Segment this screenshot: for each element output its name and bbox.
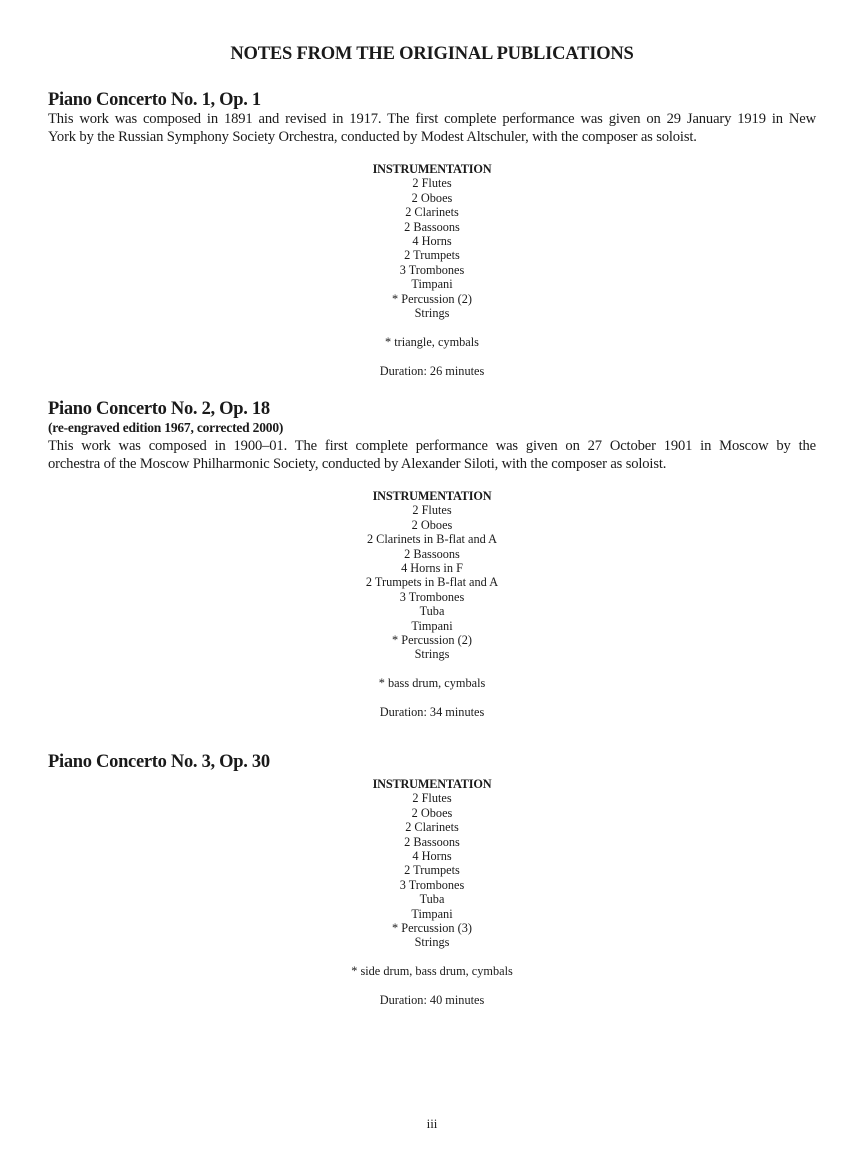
instrument: 2 Clarinets in B-flat and A — [366, 532, 498, 547]
section-heading: Piano Concerto No. 3, Op. 30 — [48, 752, 270, 772]
instrument: Timpani — [411, 906, 453, 921]
instrument: 4 Horns — [412, 849, 452, 864]
duration: Duration: 40 minutes — [379, 993, 485, 1008]
instrument: 2 Oboes — [411, 190, 453, 205]
instrument: 3 Trombones — [399, 589, 465, 604]
instrument: 2 Trumpets — [404, 863, 460, 878]
spacer — [0, 950, 864, 964]
instrument: 2 Oboes — [411, 517, 453, 532]
instrument: 2 Clarinets — [405, 205, 459, 220]
instrument: Timpani — [411, 277, 453, 292]
footnote: * bass drum, cymbals — [378, 676, 486, 691]
section-heading: Piano Concerto No. 2, Op. 18 — [48, 399, 270, 419]
instrument: Strings — [414, 935, 450, 950]
instrument: 2 Trumpets — [404, 248, 460, 263]
body-line: York by the Russian Symphony Society Orchestra, conducted by Modest Altschuler, with the composer as soloist. — [48, 129, 697, 145]
instrument: 2 Clarinets — [405, 820, 459, 835]
spacer — [0, 320, 864, 334]
body-line: This work was composed in 1900–01. The first complete performance was given on 27 October 1901 in Moscow by the — [48, 438, 816, 454]
instrument: 2 Trumpets in B-flat and A — [365, 575, 499, 590]
instrument: * Percussion (3) — [392, 921, 472, 936]
instrument: 2 Bassoons — [404, 219, 460, 234]
instrument: Strings — [414, 306, 450, 321]
instrument: 4 Horns — [412, 234, 452, 249]
page-number: iii — [426, 1116, 438, 1131]
instrumentation-label: INSTRUMENTATION — [372, 162, 492, 176]
instrument: 2 Bassoons — [404, 834, 460, 849]
instrument: Tuba — [419, 892, 445, 907]
section-concerto-1 — [48, 90, 816, 146]
instrumentation-list-2 — [0, 489, 864, 719]
spacer — [0, 349, 864, 363]
footnote: * side drum, bass drum, cymbals — [351, 964, 513, 979]
instrument: * Percussion (2) — [392, 633, 472, 648]
instrumentation-list-3 — [0, 777, 864, 1007]
section-concerto-2 — [48, 399, 816, 473]
instrument: * Percussion (2) — [392, 291, 472, 306]
instrument: 2 Flutes — [412, 791, 452, 806]
instrument: Strings — [414, 647, 450, 662]
instrument: 2 Flutes — [412, 503, 452, 518]
spacer — [0, 691, 864, 705]
instrument: 3 Trombones — [399, 877, 465, 892]
instrumentation-label: INSTRUMENTATION — [372, 489, 492, 503]
duration: Duration: 26 minutes — [379, 363, 485, 378]
section-heading: Piano Concerto No. 1, Op. 1 — [48, 90, 261, 110]
instrument: 3 Trombones — [399, 262, 465, 277]
spacer — [0, 662, 864, 676]
spacer — [0, 979, 864, 993]
footnote: * triangle, cymbals — [385, 334, 479, 349]
instrumentation-label: INSTRUMENTATION — [372, 777, 492, 791]
instrument: 4 Horns in F — [401, 561, 463, 576]
instrument: 2 Flutes — [412, 176, 452, 191]
body-line: orchestra of the Moscow Philharmonic Society, conducted by Alexander Siloti, with the composer as soloist. — [48, 456, 667, 472]
section-subheading: (re-engraved edition 1967, corrected 2000) — [48, 420, 284, 435]
body-line: This work was composed in 1891 and revised in 1917. The first complete performance was given on 29 January 1919 in New — [48, 111, 816, 127]
section-concerto-3 — [48, 752, 816, 772]
duration: Duration: 34 minutes — [379, 705, 485, 720]
instrumentation-list-1 — [0, 162, 864, 378]
instrument: 2 Bassoons — [404, 546, 460, 561]
instrument: Timpani — [411, 618, 453, 633]
instrument: Tuba — [419, 604, 445, 619]
page-title: NOTES FROM THE ORIGINAL PUBLICATIONS — [230, 44, 634, 64]
instrument: 2 Oboes — [411, 805, 453, 820]
